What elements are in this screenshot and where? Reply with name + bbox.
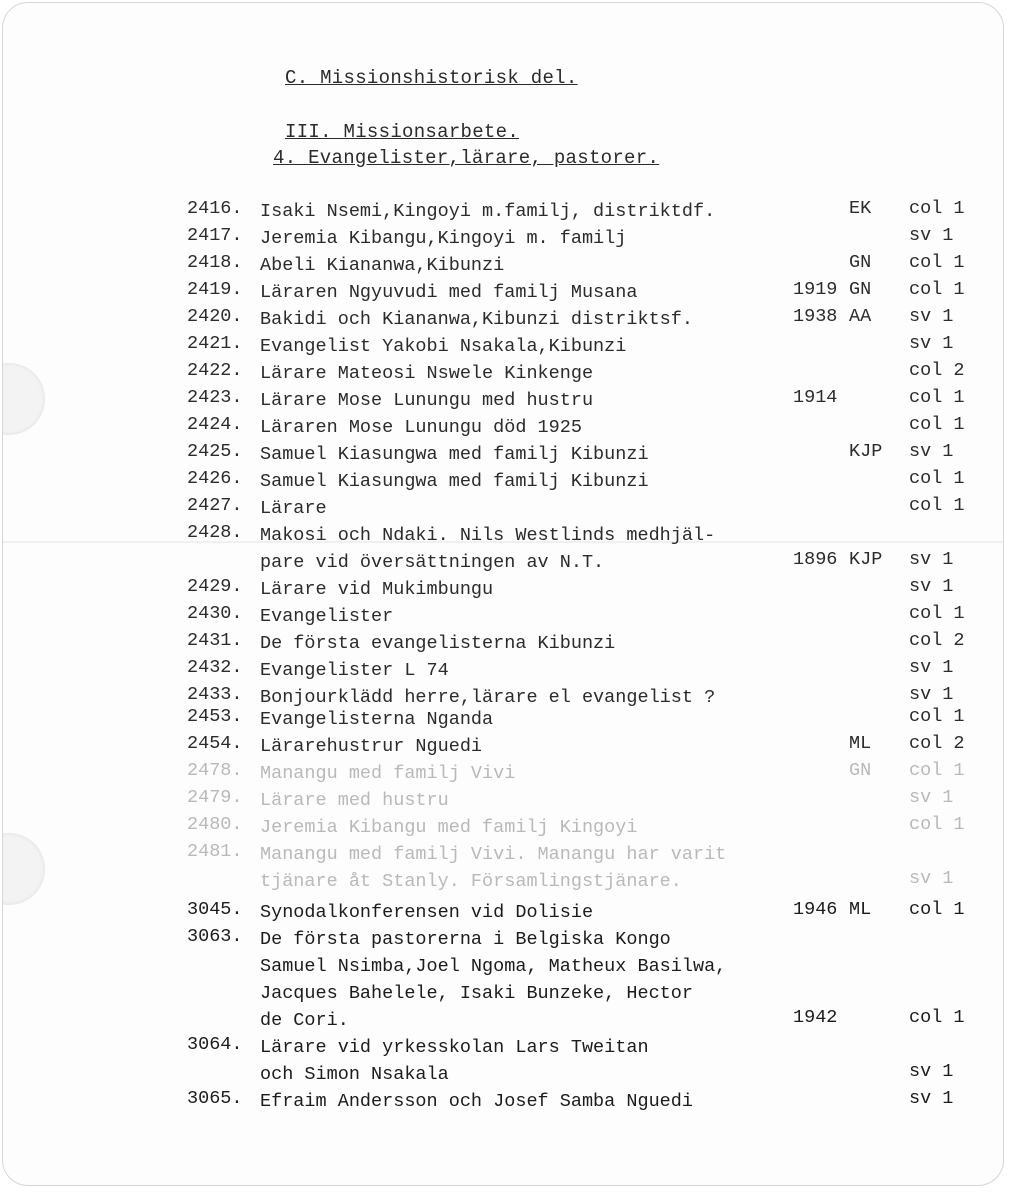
entry-year: 1946	[793, 899, 838, 920]
entry-description: Efraim Andersson och Josef Samba Nguedi	[260, 1091, 693, 1112]
entry-description: Jeremia Kibangu,Kingoyi m. familj	[260, 228, 627, 249]
entry-description: De första pastorerna i Belgiska Kongo Samuel Nsimba,Joel Ngoma, Matheux Basilwa, Jacques Bahelele, Isaki Bunzeke, Hector de Cori.	[260, 929, 727, 1031]
entry-number: 2430.	[187, 603, 243, 624]
entry-description: Manangu med familj Vivi	[260, 763, 516, 784]
entry-number: 3064.	[187, 1034, 243, 1055]
entry-row	[3, 441, 1003, 468]
entry-collection: sv 1	[909, 1088, 954, 1109]
entry-description: Lärare med hustru	[260, 790, 449, 811]
subsection-heading: III. Missionsarbete.	[285, 121, 520, 143]
entry-collection: col 2	[909, 630, 965, 651]
entry-number: 2420.	[187, 306, 243, 327]
entry-collection: sv 1	[909, 684, 954, 705]
entry-code: GN	[849, 252, 872, 273]
entry-collection: col 1	[909, 387, 965, 408]
entry-year: 1938	[793, 306, 838, 327]
entry-row	[3, 360, 1003, 387]
entry-row	[3, 760, 1003, 787]
entry-number: 3063.	[187, 926, 243, 947]
entry-collection: sv 1	[909, 441, 954, 462]
entry-collection: col 2	[909, 360, 965, 381]
entry-row	[3, 630, 1003, 657]
entry-row	[3, 1034, 1003, 1088]
entry-collection: col 1	[909, 414, 965, 435]
entry-number: 2480.	[187, 814, 243, 835]
entry-number: 2432.	[187, 657, 243, 678]
entry-list	[3, 198, 1003, 1115]
entry-collection: col 2	[909, 733, 965, 754]
entry-description: Lärare vid Mukimbungu	[260, 579, 494, 600]
entry-collection: col 1	[909, 706, 965, 727]
entry-row	[3, 306, 1003, 333]
entry-year: 1942	[793, 1007, 838, 1028]
entry-row	[3, 684, 1003, 711]
entry-number: 2453.	[187, 706, 243, 727]
entry-collection: col 1	[909, 279, 965, 300]
entry-description: Lärare	[260, 498, 327, 519]
entry-collection: sv 1	[909, 549, 954, 570]
entry-collection: col 1	[909, 899, 965, 920]
entry-year: 1919	[793, 279, 838, 300]
entry-row	[3, 576, 1003, 603]
entry-collection: sv 1	[909, 868, 954, 889]
entry-row	[3, 387, 1003, 414]
entry-description: Evangelisterna Nganda	[260, 709, 494, 730]
entry-description: Läraren Mose Lunungu död 1925	[260, 417, 582, 438]
entry-row	[3, 279, 1003, 306]
entry-number: 2454.	[187, 733, 243, 754]
entry-row	[3, 522, 1003, 576]
entry-description: Synodalkonferensen vid Dolisie	[260, 902, 594, 923]
entry-description: Makosi och Ndaki. Nils Westlinds medhjäl- pare vid översättningen av N.T.	[260, 525, 716, 573]
entry-number: 2424.	[187, 414, 243, 435]
entry-description: Abeli Kiananwa,Kibunzi	[260, 255, 505, 276]
entry-number: 2481.	[187, 841, 243, 862]
entry-collection: col 1	[909, 1007, 965, 1028]
entry-description: Lärare Mateosi Nswele Kinkenge	[260, 363, 594, 384]
entry-collection: col 1	[909, 252, 965, 273]
entry-number: 2478.	[187, 760, 243, 781]
entry-number: 2419.	[187, 279, 243, 300]
entry-row	[3, 252, 1003, 279]
entry-number: 2427.	[187, 495, 243, 516]
entry-collection: sv 1	[909, 225, 954, 246]
entry-description: Manangu med familj Vivi. Manangu har varit tjänare åt Stanly. Församlingstjänare.	[260, 844, 727, 892]
entry-number: 2429.	[187, 576, 243, 597]
entry-description: Läraren Ngyuvudi med familj Musana	[260, 282, 638, 303]
entry-row	[3, 495, 1003, 522]
entry-row	[3, 414, 1003, 441]
entry-description: Evangelister	[260, 606, 394, 627]
entry-description: Lärarehustrur Nguedi	[260, 736, 483, 757]
entry-row	[3, 225, 1003, 252]
entry-number: 2433.	[187, 684, 243, 705]
entry-year: 1896	[793, 549, 838, 570]
entry-number: 2421.	[187, 333, 243, 354]
entry-description: Isaki Nsemi,Kingoyi m.familj, distriktdf.	[260, 201, 716, 222]
entry-collection: col 1	[909, 603, 965, 624]
entry-number: 2479.	[187, 787, 243, 808]
entry-description: Jeremia Kibangu med familj Kingoyi	[260, 817, 638, 838]
entry-collection: sv 1	[909, 333, 954, 354]
entry-description: Samuel Kiasungwa med familj Kibunzi	[260, 471, 649, 492]
entry-collection: col 1	[909, 760, 965, 781]
entry-row	[3, 787, 1003, 814]
entry-description: De första evangelisterna Kibunzi	[260, 633, 616, 654]
entry-row	[3, 198, 1003, 225]
entry-number: 2428.	[187, 522, 243, 543]
entry-code: ML	[849, 733, 872, 754]
entry-code: GN	[849, 279, 872, 300]
entry-collection: sv 1	[909, 657, 954, 678]
entry-row	[3, 468, 1003, 495]
entry-collection: sv 1	[909, 576, 954, 597]
entry-description: Bakidi och Kiananwa,Kibunzi distriktsf.	[260, 309, 693, 330]
topic-heading: 4. Evangelister,lärare, pastorer.	[273, 147, 660, 169]
entry-code: GN	[849, 760, 872, 781]
entry-row	[3, 333, 1003, 360]
entry-code: AA	[849, 306, 872, 327]
entry-number: 2422.	[187, 360, 243, 381]
entry-number: 2417.	[187, 225, 243, 246]
entry-collection: sv 1	[909, 787, 954, 808]
entry-number: 2418.	[187, 252, 243, 273]
entry-number: 2431.	[187, 630, 243, 651]
entry-number: 2416.	[187, 198, 243, 219]
entry-row	[3, 733, 1003, 760]
entry-row	[3, 706, 1003, 733]
entry-row	[3, 657, 1003, 684]
entry-row	[3, 899, 1003, 926]
entry-description: Lärare vid yrkesskolan Lars Tweitan och Simon Nsakala	[260, 1037, 649, 1085]
entry-row	[3, 603, 1003, 630]
entry-collection: col 1	[909, 198, 965, 219]
entry-collection: col 1	[909, 814, 965, 835]
entry-description: Bonjourklädd herre,lärare el evangelist ?	[260, 687, 716, 708]
entry-collection: col 1	[909, 468, 965, 489]
entry-number: 3045.	[187, 899, 243, 920]
entry-row	[3, 814, 1003, 841]
entry-number: 3065.	[187, 1088, 243, 1109]
entry-code: EK	[849, 198, 872, 219]
entry-collection: sv 1	[909, 306, 954, 327]
entry-row	[3, 841, 1003, 899]
entry-description: Samuel Kiasungwa med familj Kibunzi	[260, 444, 649, 465]
entry-code: KJP	[849, 549, 883, 570]
entry-row	[3, 1088, 1003, 1115]
entry-number: 2423.	[187, 387, 243, 408]
entry-collection: sv 1	[909, 1061, 954, 1082]
entry-description: Lärare Mose Lunungu med hustru	[260, 390, 594, 411]
section-heading: C. Missionshistorisk del.	[285, 67, 578, 89]
catalog-card	[2, 2, 1004, 1186]
entry-row	[3, 926, 1003, 1034]
entry-collection: col 1	[909, 495, 965, 516]
entry-description: Evangelister L 74	[260, 660, 449, 681]
entry-description: Evangelist Yakobi Nsakala,Kibunzi	[260, 336, 627, 357]
entry-number: 2425.	[187, 441, 243, 462]
entry-code: ML	[849, 899, 872, 920]
entry-year: 1914	[793, 387, 838, 408]
entry-code: KJP	[849, 441, 883, 462]
entry-number: 2426.	[187, 468, 243, 489]
